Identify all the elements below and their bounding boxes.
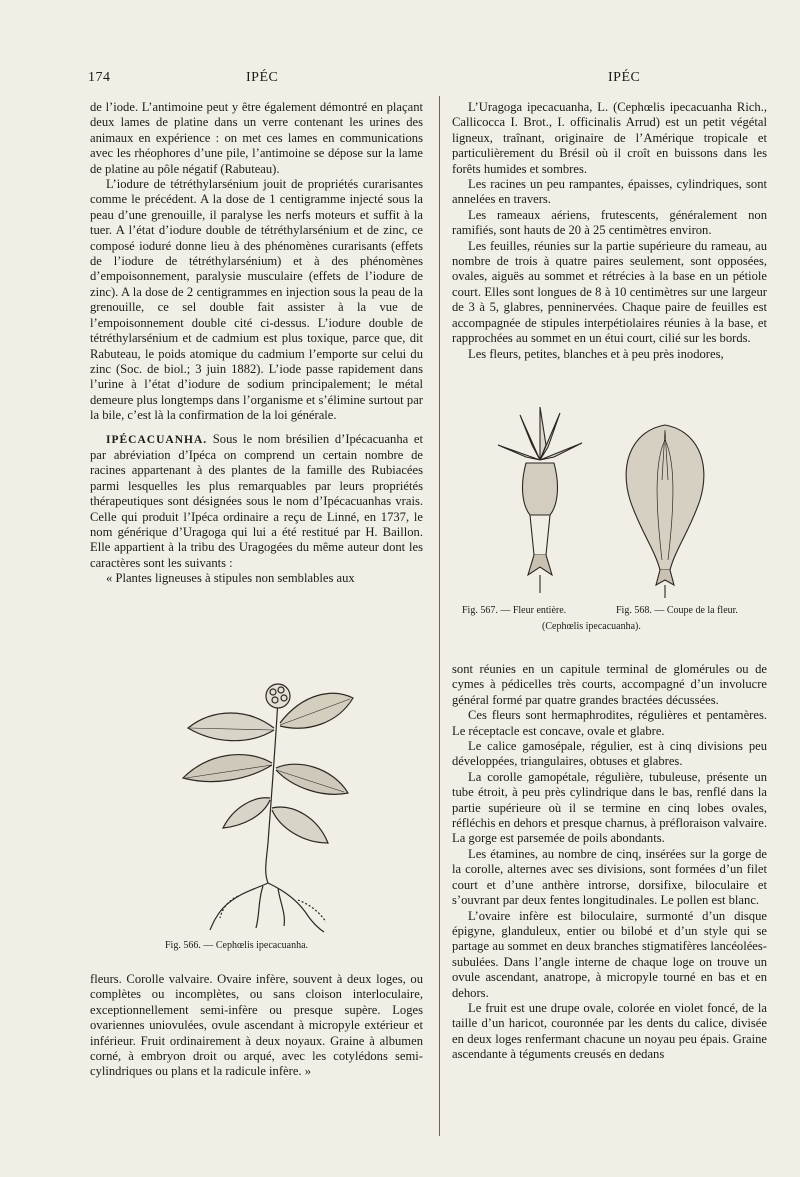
figure-caption-568: Fig. 568. — Coupe de la fleur. bbox=[616, 605, 738, 616]
entry-heading: IPÉCACUANHA. bbox=[106, 433, 208, 446]
left-running-title: IPÉC bbox=[246, 70, 279, 85]
paragraph: L’Uragoga ipecacuanha, L. (Cephœlis ipecacuanha Rich., Callicocca I. Brot., I. officinalis Arrud) est un petit végétal ligneux, traînant, originaire de l’Amérique tropicale et particulièrement du Brésil où il croît en buissons dans les forêts humides et sombres. bbox=[452, 100, 767, 176]
paragraph: L’ovaire infère est biloculaire, surmonté d’un disque épigyne, glanduleux, entier ou bilobé et d’un style qui se partage au sommet en deux branches stigmatifères lancéolées-subulées. Dans l’angle interne de chaque loge on trouve un ovule ascendant, anatrope, à micropyle tourné en bas et en dehors. bbox=[452, 908, 767, 1000]
paragraph: La corolle gamopétale, régulière, tubuleuse, présente un tube étroit, à peu près cylindrique dans le bas, renflé dans la partie supérieure où il se termine en cinq lobes ovales, réfléchis en dehors et presque charnus, à préfloraison valvaire. La gorge est parsemée de poils abondants. bbox=[452, 769, 767, 846]
right-column-top bbox=[452, 100, 767, 362]
right-running-title: IPÉC bbox=[608, 70, 641, 85]
right-column-bottom bbox=[452, 662, 767, 1063]
paragraph: sont réunies en un capitule terminal de glomérules ou de cymes à pédicelles très courts, accompagné d’un involucre général formé par quatre grandes bractées décussées. bbox=[452, 662, 767, 707]
figure-caption-567: Fig. 567. — Fleur entière. bbox=[462, 605, 567, 616]
plant-illustration-icon bbox=[168, 668, 368, 938]
paragraph: Les feuilles, réunies sur la partie supérieure du rameau, au nombre de trois à quatre paires seulement, sont opposées, ovales, aiguës au sommet et rétrécies à la base en un pétiole court. Elles sont longues de 8 à 10 centimètres sur une largeur de 3 à 5, glabres, penninervées. Chaque paire de feuilles est accompagnée de stipules interpétiolaires réunies à la base, et rapprochées au sommet en un étui court, cilié sur les bords. bbox=[452, 238, 767, 346]
flower-illustration bbox=[490, 405, 590, 595]
ipeca-paragraph bbox=[90, 432, 423, 572]
left-column-top bbox=[90, 100, 423, 587]
column-divider bbox=[439, 96, 440, 1136]
quote-start: « Plantes ligneuses à stipules non semblables aux bbox=[106, 571, 355, 586]
entry-text: Sous le nom brésilien d’Ipécacuanha et par abréviation d’Ipéca on comprend un certain nombre de racines appartenant à des plantes de la famille des Rubiacées parmi lesquelles les plus remarquables par leurs propriétés thérapeutiques sont désignées sous le nom d’Ipécacuanhas vrais. Celle qui produit l’Ipéca ordinaire a reçu de Linné, en 1737, le nom générique d’Uragoga qui lui a été restitué par H. Baillon. Elle appartient à la tribu des Uragogées du même auteur dont les caractères sont les suivants : bbox=[90, 431, 423, 570]
page-header bbox=[88, 70, 770, 94]
paragraph: Le calice gamosépale, régulier, est à cinq divisions peu développées, triangulaires, obtuses et glabres. bbox=[452, 739, 767, 769]
figure-caption-566: Fig. 566. — Cephœlis ipecacuanha. bbox=[165, 940, 309, 951]
page-number: 174 bbox=[88, 70, 111, 85]
flower-section-illustration bbox=[610, 420, 720, 600]
plant-illustration bbox=[168, 668, 368, 958]
paragraph: de l’iode. L’antimoine peut y être également démontré en plaçant deux lames de platine dans un verre contenant les urines des animaux en expérience : on met ces lames en communications avec les rhéophores d’une pile, l’antimoine se dépose sur la lame de platine au pôle négatif (Rabuteau). bbox=[90, 100, 423, 176]
paragraph: Les étamines, au nombre de cinq, insérées sur la gorge de la corolle, alternes avec ses divisions, sont formées d’un filet court et d’une anthère introrse, dorsifixe, biloculaire et s’ouvrant par deux fentes longitudinales. Le pollen est blanc. bbox=[452, 846, 767, 908]
paragraph: Le fruit est une drupe ovale, colorée en violet foncé, de la taille d’un haricot, couronnée par les dents du calice, divisée en deux loges renfermant chacune un noyau peu épais. Graine ascendante à téguments creusés en dedans bbox=[452, 1000, 767, 1062]
paragraph: Les fleurs, petites, blanches et à peu près inodores, bbox=[468, 346, 724, 361]
paragraph: Les racines un peu rampantes, épaisses, cylindriques, sont annelées en travers. bbox=[452, 177, 767, 207]
paragraph: Les rameaux aériens, frutescents, généralement non ramifiés, sont hauts de 20 à 25 centimètres environ. bbox=[452, 207, 767, 238]
flower-section-illustration-icon bbox=[610, 420, 720, 600]
paragraph: fleurs. Corolle valvaire. Ovaire infère, souvent à deux loges, ou complètes ou incomplètes, ou sans cloison interloculaire, exceptionnellement semi-infère ou presque supère. Loges ovariennes uniovulées, ovule ascendant à micropyle extérieur et inférieur. Fruit ordinairement à deux noyaux. Graine à albumen corné, à embryon droit ou arqué, avec les cotylédons semi-cylindriques ou plans et la radicule infère. » bbox=[90, 972, 423, 1079]
figure-caption-species: (Cephœlis ipecacuanha). bbox=[542, 621, 641, 632]
paragraph: L’iodure de tétréthylarsénium jouit de propriétés curarisantes comme le précédent. A la dose de 1 centigramme injecté sous la peau d’une grenouille, il paralyse les nerfs moteurs et suffit à la tuer. A l’état d’iodure double de tétréthylarsénium et de zinc, ce composé ioduré donne lieu à des phénomènes curarisants (effets de l’iodure de tétréthylarsénium) et à des phénomènes d’empoisonnement, paralysie musculaire (effets de l’iodure de zinc). A la dose de 2 centigrammes en injection sous la peau de la grenouille, ce sel double fait assister à la vue de l’empoisonnement double cité ci-dessus. L’iodure double de tétréthylarsénium et de cadmium est plus toxique, parce que, dit Rabuteau, le poids atomique du cadmium l’emporte sur celui du zinc (Soc. de biol.; 3 juin 1882). L’iode passe rapidement dans l’urine à l’état d’iodure de sodium principalement; le métal demeure plus longtemps dans l’organisme et s’élimine surtout par la bile, c’est là la confirmation de la loi générale. bbox=[90, 177, 423, 423]
paragraph: Ces fleurs sont hermaphrodites, régulières et pentamères. Le réceptacle est concave, ovale et glabre. bbox=[452, 708, 767, 738]
flower-illustration-icon bbox=[490, 405, 590, 595]
left-column-bottom bbox=[90, 972, 423, 1080]
